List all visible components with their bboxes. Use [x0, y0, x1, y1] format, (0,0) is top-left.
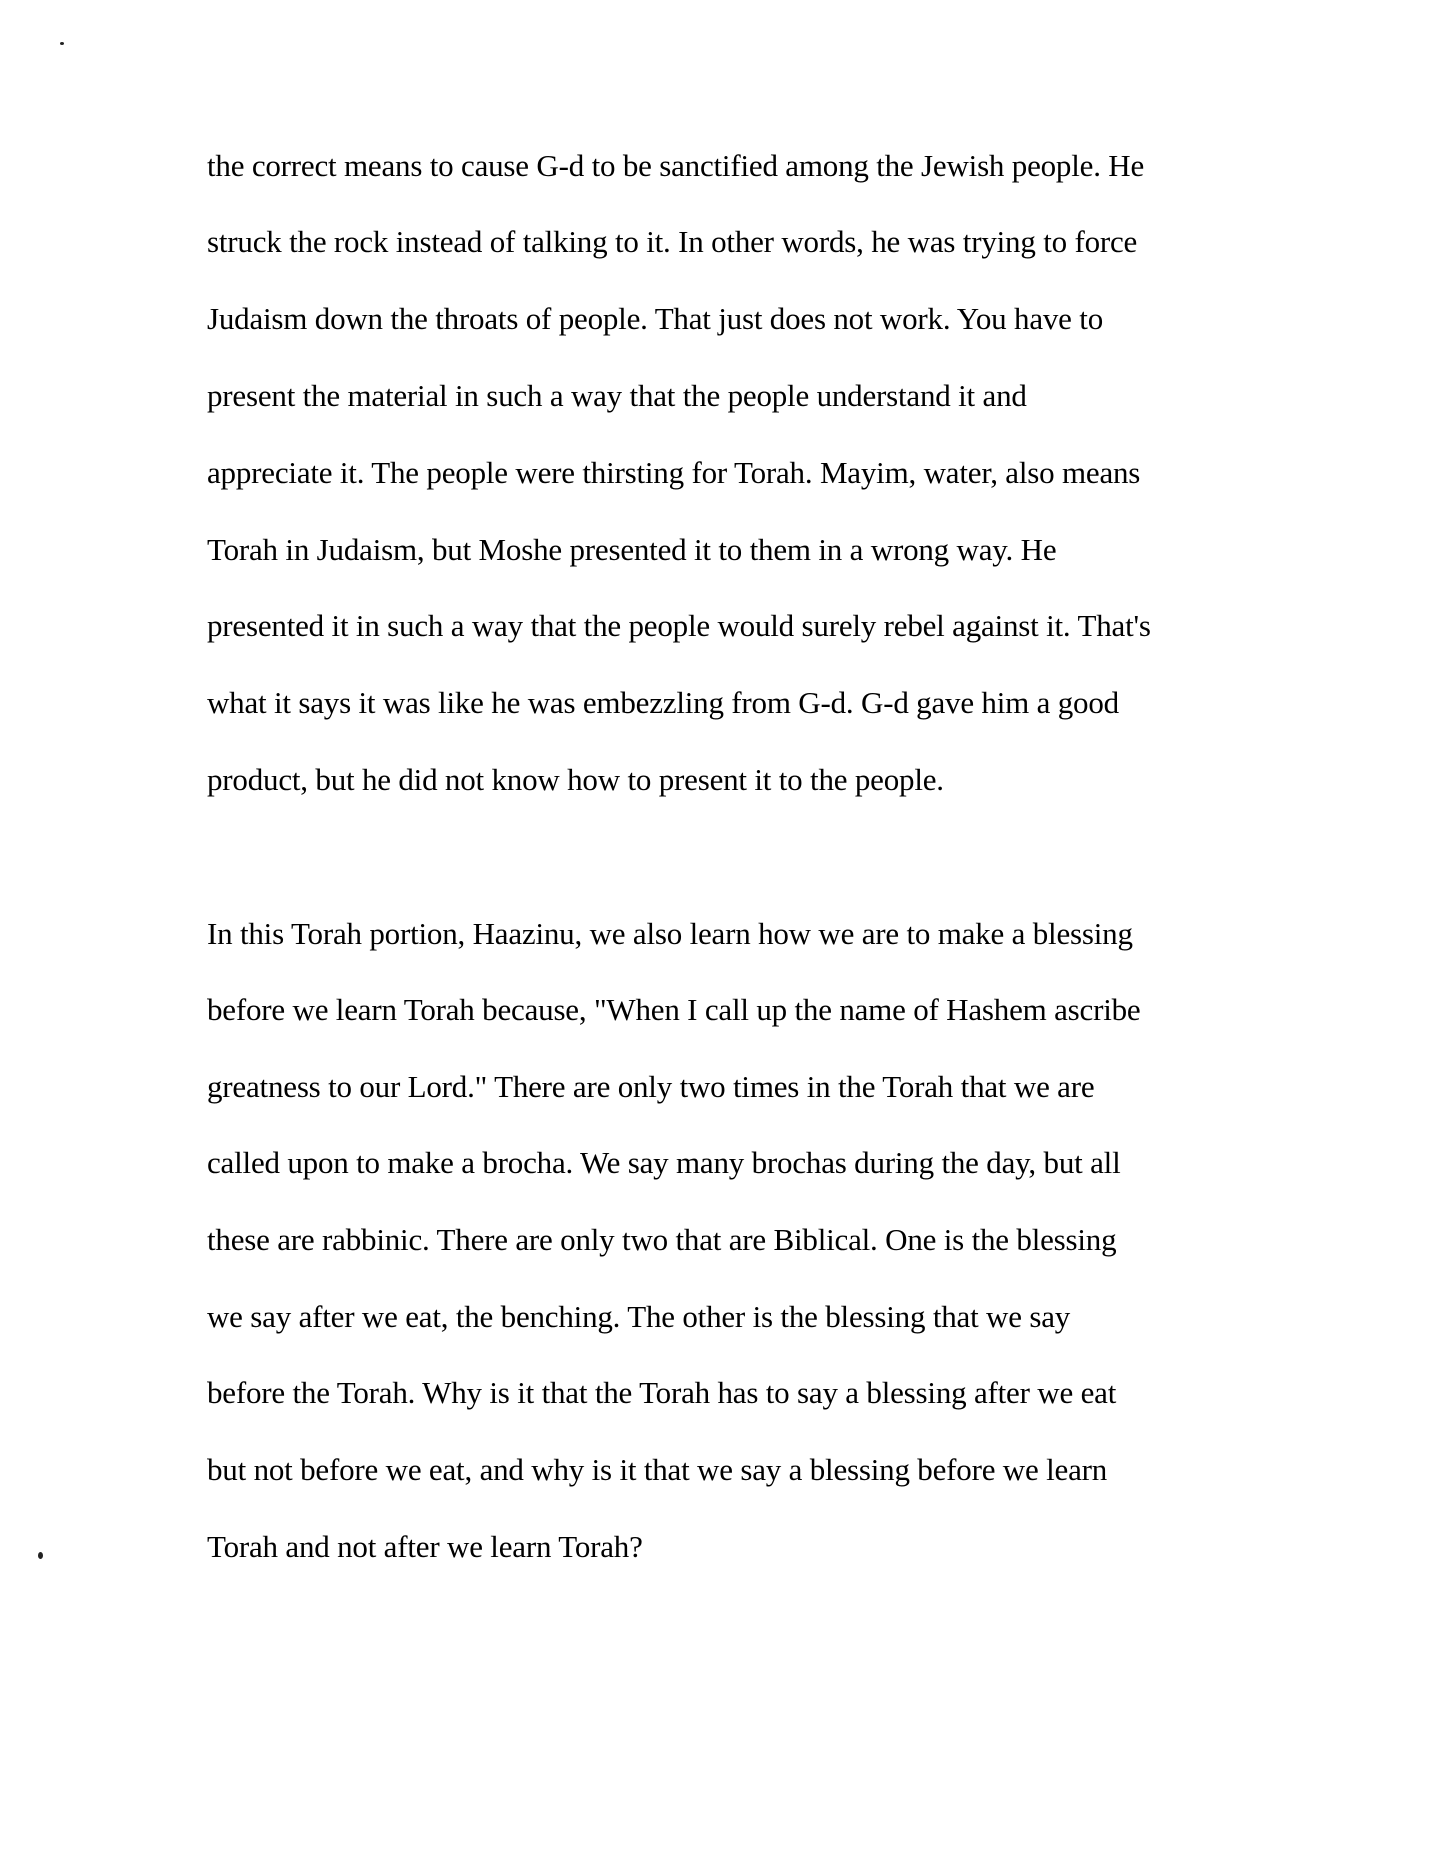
text-line: Torah in Judaism, but Moshe presented it to them in a wrong way. He	[207, 532, 1057, 567]
text-line: called upon to make a brocha. We say many brochas during the day, but all	[207, 1145, 1121, 1180]
text-line: the correct means to cause G-d to be sanctified among the Jewish people. He	[207, 148, 1145, 183]
text-line: presented it in such a way that the people would surely rebel against it. That's	[207, 608, 1151, 643]
text-line: we say after we eat, the benching. The other is the blessing that we say	[207, 1299, 1071, 1334]
text-line: In this Torah portion, Haazinu, we also learn how we are to make a blessing	[207, 916, 1133, 951]
scan-speck	[38, 1552, 43, 1559]
text-line: present the material in such a way that the people understand it and	[207, 378, 1027, 413]
text-line: before we learn Torah because, "When I call up the name of Hashem ascribe	[207, 992, 1141, 1027]
text-line: greatness to our Lord." There are only two times in the Torah that we are	[207, 1069, 1095, 1104]
scan-speck	[60, 42, 64, 45]
text-line: these are rabbinic. There are only two that are Biblical. One is the blessing	[207, 1222, 1117, 1257]
text-line: but not before we eat, and why is it that we say a blessing before we learn	[207, 1452, 1108, 1487]
text-line: Torah and not after we learn Torah?	[207, 1529, 643, 1564]
text-line: product, but he did not know how to present it to the people.	[207, 762, 944, 797]
text-line: appreciate it. The people were thirsting for Torah. Mayim, water, also means	[207, 455, 1141, 490]
text-line: Judaism down the throats of people. That just does not work. You have to	[207, 301, 1103, 336]
text-line: struck the rock instead of talking to it. In other words, he was trying to force	[207, 224, 1138, 259]
text-line: what it says it was like he was embezzling from G-d. G-d gave him a good	[207, 685, 1119, 720]
text-line: before the Torah. Why is it that the Torah has to say a blessing after we eat	[207, 1375, 1117, 1410]
